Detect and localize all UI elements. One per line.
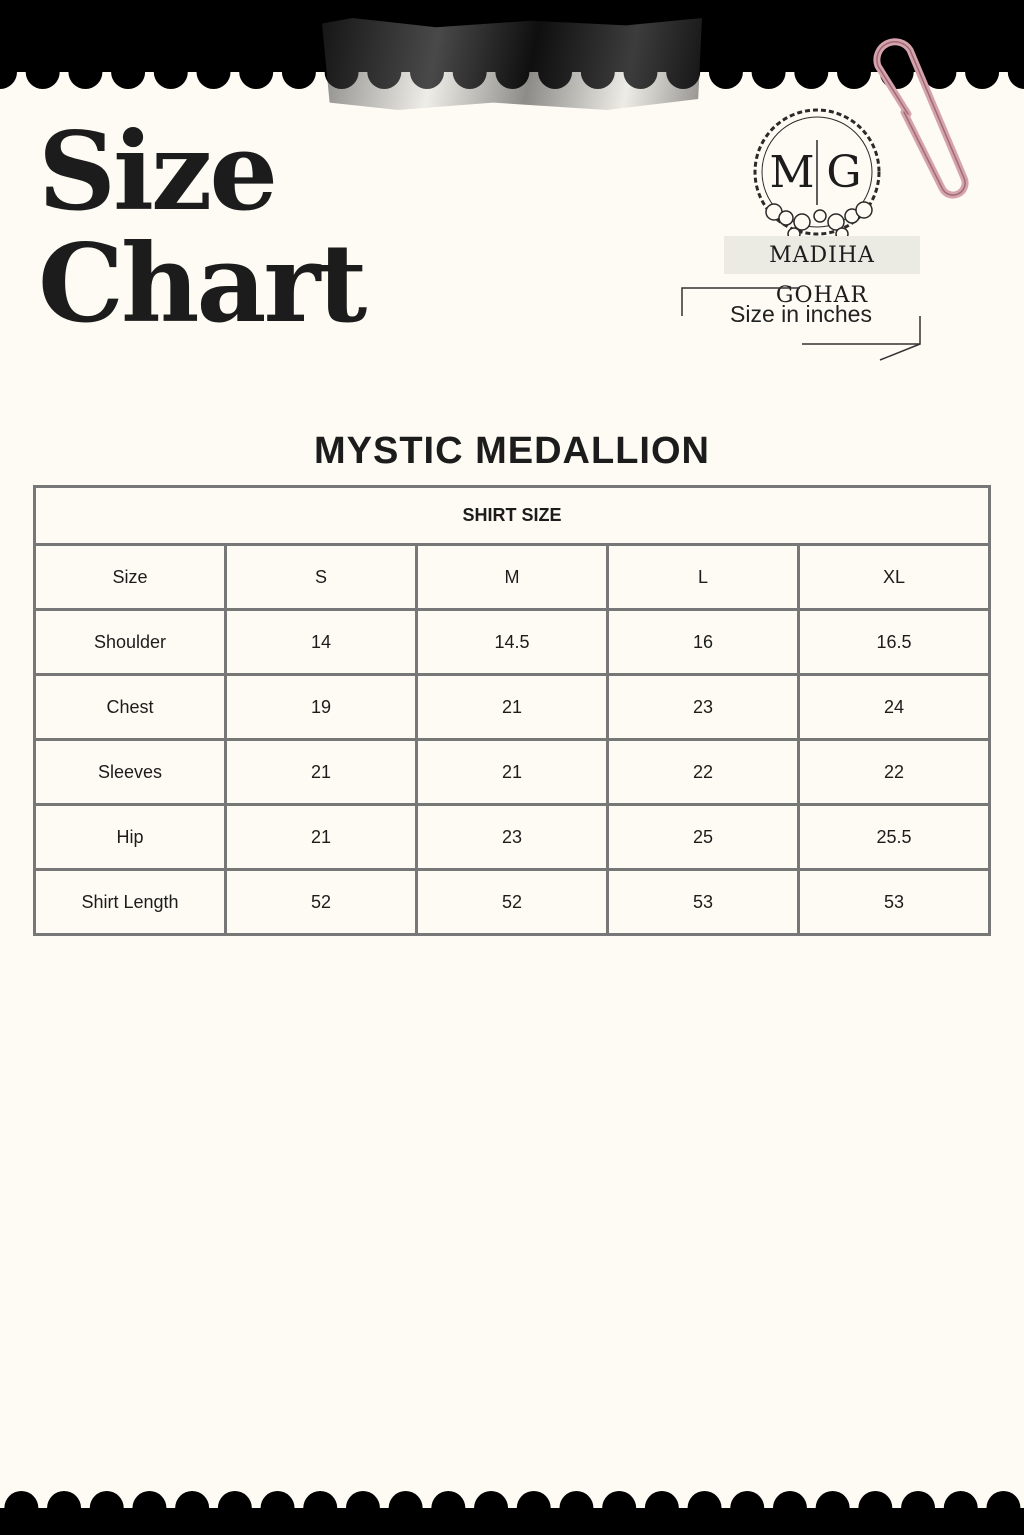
table-cell: 24 [799, 675, 990, 740]
size-table [33, 485, 991, 936]
section-header: SHIRT SIZE [35, 487, 990, 545]
row-label: Shoulder [35, 610, 226, 675]
table-cell: 16 [608, 610, 799, 675]
table-cell: 22 [608, 740, 799, 805]
table-cell: 52 [417, 870, 608, 935]
table-row [35, 610, 990, 675]
table-cell: 25.5 [799, 805, 990, 870]
title-line-1: Size [38, 109, 276, 235]
table-row [35, 870, 990, 935]
table-cell: 25 [608, 805, 799, 870]
paperclip-icon [860, 28, 980, 218]
page-title [38, 109, 365, 347]
table-cell: 23 [608, 675, 799, 740]
tape-strip [322, 18, 702, 110]
unit-note: Size in inches [730, 301, 872, 327]
table-cell: 23 [417, 805, 608, 870]
column-header: M [417, 545, 608, 610]
table-cell: 21 [417, 740, 608, 805]
table-cell: 21 [417, 675, 608, 740]
table-cell: 52 [226, 870, 417, 935]
column-header: S [226, 545, 417, 610]
table-cell: 21 [226, 805, 417, 870]
row-label: Chest [35, 675, 226, 740]
bottom-scalloped-band [0, 1490, 1024, 1535]
product-title: MYSTIC MEDALLION [314, 430, 710, 472]
table-cell: 53 [799, 870, 990, 935]
table-cell: 14 [226, 610, 417, 675]
table-cell: 53 [608, 870, 799, 935]
table-cell: 21 [226, 740, 417, 805]
column-header: XL [799, 545, 990, 610]
title-line-2: Chart [38, 221, 365, 347]
row-label: Shirt Length [35, 870, 226, 935]
table-cell: 16.5 [799, 610, 990, 675]
table-cell: 14.5 [417, 610, 608, 675]
table-cell: 22 [799, 740, 990, 805]
table-row [35, 740, 990, 805]
column-header: Size [35, 545, 226, 610]
row-label: Hip [35, 805, 226, 870]
table-header-row [35, 487, 990, 545]
row-label: Sleeves [35, 740, 226, 805]
monogram-right: G [826, 147, 862, 198]
monogram-left: M [769, 147, 815, 198]
column-header-row [35, 545, 990, 610]
brand-name: MADIHA GOHAR [724, 236, 920, 274]
table-row [35, 675, 990, 740]
column-header: L [608, 545, 799, 610]
table-row [35, 805, 990, 870]
table-cell: 19 [226, 675, 417, 740]
